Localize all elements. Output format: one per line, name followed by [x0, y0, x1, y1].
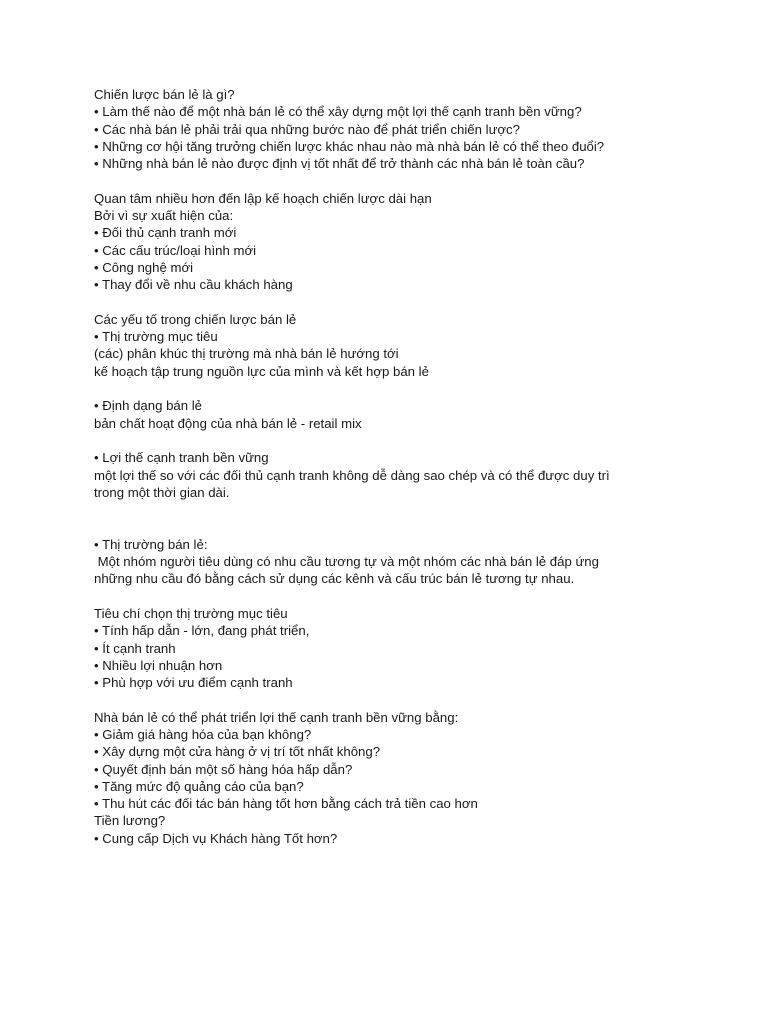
blank-line: [94, 691, 694, 708]
text-line: Một nhóm người tiêu dùng có nhu cầu tương tự và một nhóm các nhà bán lẻ đáp ứng: [94, 554, 599, 570]
text-line: kế hoạch tập trung nguồn lực của mình và kết hợp bán lẻ: [94, 363, 429, 379]
blank-line: [94, 380, 694, 397]
bullet-line: • Thay đổi về nhu cầu khách hàng: [94, 277, 293, 293]
text-line: bản chất hoạt động của nhà bán lẻ - retail mix: [94, 415, 362, 431]
text-line: Bởi vì sự xuất hiện của:: [94, 208, 234, 224]
blank-line: [94, 294, 694, 311]
bullet-line: • Tính hấp dẫn - lớn, đang phát triển,: [94, 623, 310, 639]
heading-target-market-criteria: Tiêu chí chọn thị trường mục tiêu: [94, 605, 288, 621]
text-line: (các) phân khúc thị trường mà nhà bán lẻ hướng tới: [94, 346, 399, 362]
blank-line: [94, 172, 694, 189]
bullet-line: • Ít cạnh tranh: [94, 640, 176, 656]
heading-retail-strategy: Chiến lược bán lẻ là gì?: [94, 87, 235, 102]
bullet-line: • Các nhà bán lẻ phải trải qua những bước nào để phát triển chiến lược?: [94, 121, 520, 137]
bullet-line: • Quyết định bán một số hàng hóa hấp dẫn?: [94, 761, 353, 777]
bullet-line: • Những nhà bán lẻ nào được định vị tốt nhất để trở thành các nhà bán lẻ toàn cầu?: [94, 156, 585, 172]
bullet-line: • Lợi thế cạnh tranh bền vững: [94, 450, 269, 466]
blank-line: [94, 518, 694, 535]
bullet-line: • Thị trường mục tiêu: [94, 329, 218, 345]
bullet-line: • Làm thế nào để một nhà bán lẻ có thể xây dựng một lợi thế cạnh tranh bền vững?: [94, 104, 582, 120]
bullet-line: • Thu hút các đối tác bán hàng tốt hơn bằng cách trả tiền cao hơn: [94, 796, 478, 812]
bullet-line: • Tăng mức độ quảng cáo của bạn?: [94, 778, 304, 794]
bullet-line: • Cung cấp Dịch vụ Khách hàng Tốt hơn?: [94, 830, 338, 846]
text-line: trong một thời gian dài.: [94, 484, 230, 500]
document-text: [94, 86, 694, 847]
blank-line: [94, 501, 694, 518]
bullet-line: • Những cơ hội tăng trưởng chiến lược khác nhau nào mà nhà bán lẻ có thể theo đuổi?: [94, 138, 605, 154]
text-line: Tiền lương?: [94, 813, 166, 829]
bullet-line: • Các cấu trúc/loại hình mới: [94, 242, 257, 258]
blank-line: [94, 588, 694, 605]
bullet-line: • Giảm giá hàng hóa của bạn không?: [94, 726, 312, 742]
text-line: một lợi thế so với các đối thủ cạnh tranh không dễ dàng sao chép và có thể được duy trì: [94, 467, 610, 483]
bullet-line: • Thị trường bán lẻ:: [94, 536, 208, 552]
bullet-line: • Đối thủ cạnh tranh mới: [94, 225, 237, 241]
blank-line: [94, 432, 694, 449]
bullet-line: • Nhiều lợi nhuận hơn: [94, 657, 223, 673]
bullet-line: • Định dạng bán lẻ: [94, 398, 202, 414]
heading-long-term-planning: Quan tâm nhiều hơn đến lập kế hoạch chiến lược dài hạn: [94, 190, 432, 206]
heading-sustainable-advantage: Nhà bán lẻ có thể phát triển lợi thế cạnh tranh bền vững bằng:: [94, 709, 459, 725]
bullet-line: • Xây dựng một cửa hàng ở vị trí tốt nhất không?: [94, 744, 381, 760]
text-line: những nhu cầu đó bằng cách sử dụng các kênh và cấu trúc bán lẻ tương tự nhau.: [94, 571, 575, 587]
bullet-line: • Phù hợp với ưu điểm cạnh tranh: [94, 675, 293, 691]
bullet-line: • Công nghệ mới: [94, 259, 194, 275]
heading-strategy-elements: Các yếu tố trong chiến lược bán lẻ: [94, 311, 297, 327]
